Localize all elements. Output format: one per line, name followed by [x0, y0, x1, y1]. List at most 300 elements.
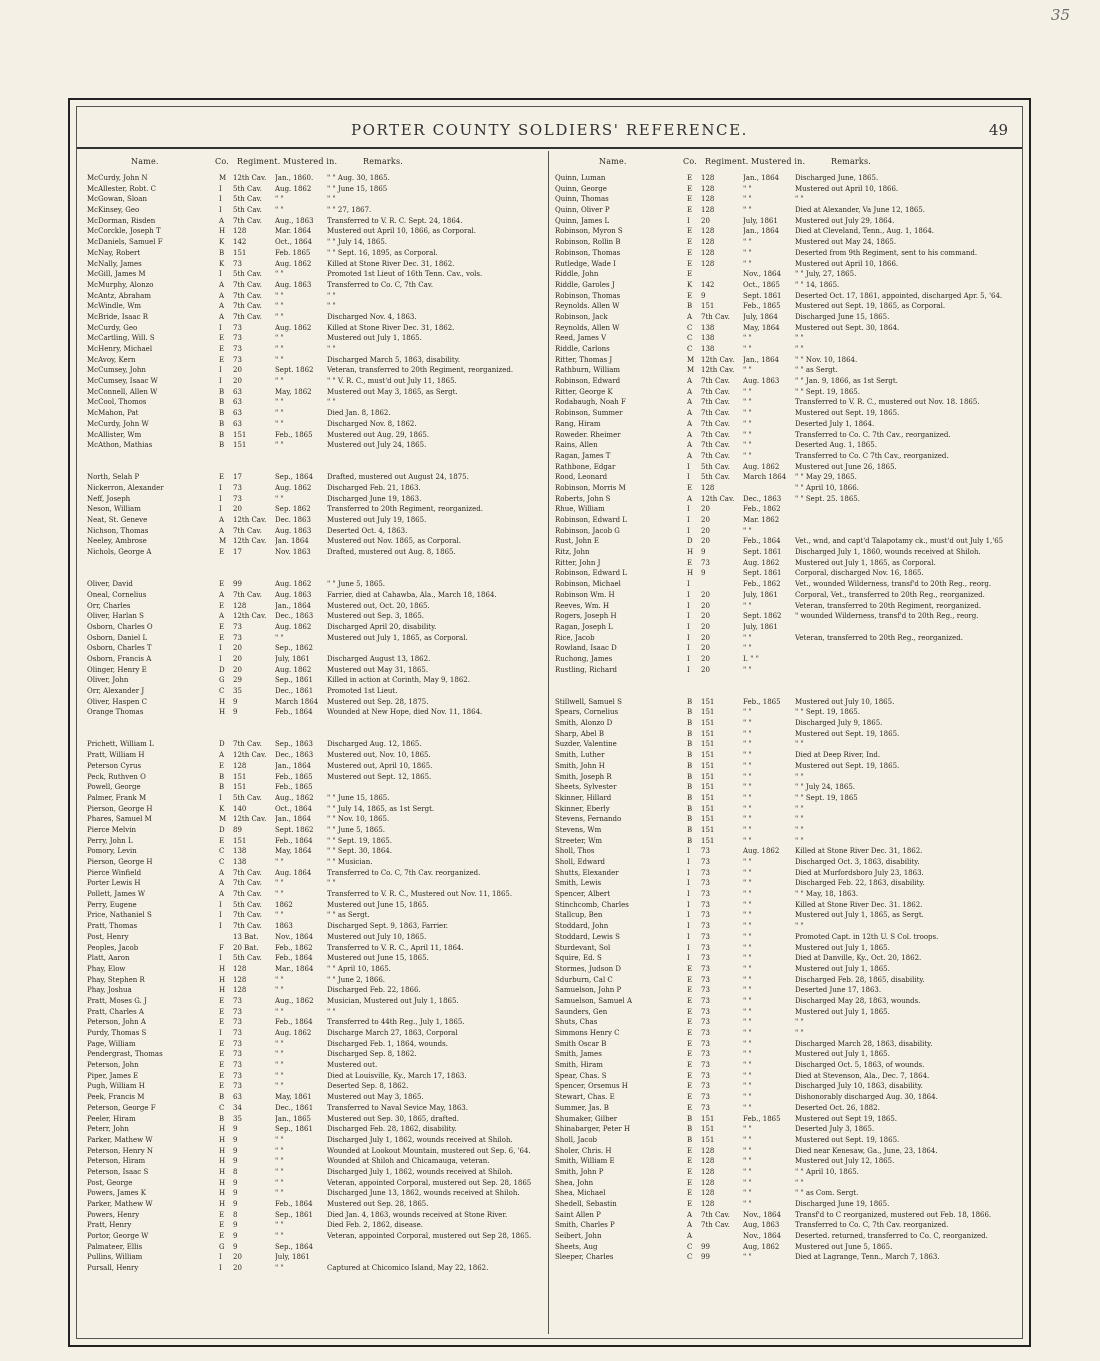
cell-mustered: 1863: [275, 922, 293, 931]
roster-row: [87, 633, 549, 644]
cell-mustered: " ": [275, 334, 284, 343]
roster-row: [555, 558, 1017, 569]
cell-co: A: [687, 1210, 693, 1219]
cell-mustered: " ": [743, 943, 752, 952]
cell-regiment: 20: [233, 1264, 242, 1273]
cell-co: I: [687, 922, 690, 931]
cell-name: Powers, Henry: [87, 1210, 140, 1219]
cell-mustered: " ": [743, 740, 752, 749]
cell-regiment: 99: [233, 580, 242, 589]
cell-mustered: Feb., 1865: [743, 697, 781, 706]
roster-row: [87, 750, 549, 761]
cell-regiment: 73: [233, 334, 242, 343]
cell-co: E: [687, 1007, 693, 1016]
cell-co: E: [687, 259, 693, 268]
cell-name: Peterson, John A: [87, 1018, 146, 1027]
cell-regiment: 9: [233, 1221, 238, 1230]
cell-regiment: 128: [233, 986, 247, 995]
cell-name: Shuts, Chas: [555, 1018, 598, 1027]
cell-regiment: 151: [701, 804, 715, 813]
cell-regiment: 128: [701, 483, 715, 492]
cell-co: H: [219, 975, 226, 984]
cell-regiment: 20: [701, 505, 710, 514]
roster-row: [87, 1124, 549, 1135]
cell-regiment: 151: [233, 430, 247, 439]
cell-mustered: " ": [743, 526, 752, 535]
cell-co: B: [687, 1125, 693, 1134]
cell-name: Smith, John P: [555, 1167, 604, 1176]
cell-regiment: 20: [701, 633, 710, 642]
cell-mustered: " ": [743, 975, 752, 984]
cell-co: B: [687, 1114, 693, 1123]
cell-co: H: [219, 1167, 226, 1176]
cell-co: M: [219, 537, 227, 546]
cell-remarks: Died at Cleveland, Tenn., Aug. 1, 1864.: [795, 227, 934, 236]
cell-mustered: " ": [275, 409, 284, 418]
cell-regiment: 7th Cav.: [701, 387, 730, 396]
cell-remarks: Deserted Oct. 26, 1882.: [795, 1103, 880, 1112]
cell-remarks: Mustered out July 1, 1865, as Sergt.: [795, 911, 924, 920]
cell-remarks: " " June 15, 1865.: [327, 793, 390, 802]
cell-regiment: 142: [701, 280, 715, 289]
page-inner-frame: [76, 106, 1023, 1339]
cell-regiment: 73: [701, 1039, 710, 1048]
cell-co: I: [687, 665, 690, 674]
cell-co: A: [219, 879, 225, 888]
cell-name: McAvoy, Kern: [87, 355, 136, 364]
cell-mustered: [275, 558, 327, 569]
cell-name: McGowan, Sloan: [87, 195, 147, 204]
cell-name: Parker, Mathew W: [87, 1200, 153, 1208]
cell-mustered: " ": [743, 345, 752, 353]
cell-regiment: 73: [701, 996, 710, 1005]
cell-co: I: [687, 868, 690, 877]
cell-regiment: 151: [701, 740, 715, 749]
cell-co: A: [219, 280, 225, 289]
cell-name: Nickerron, Alexander: [87, 483, 164, 492]
roster-row: [555, 1156, 1017, 1167]
cell-remarks: Transferred to Co. C. 7th Cav., reorganized.: [795, 430, 951, 439]
page-title: PORTER COUNTY SOLDIERS' REFERENCE.: [350, 121, 749, 139]
cell-mustered: Oct., 1864: [275, 804, 312, 813]
cell-co: E: [219, 355, 225, 364]
cell-co: E: [687, 1039, 693, 1048]
cell-name: Shumaker, Gilber: [555, 1114, 618, 1123]
cell-remarks: Killed at Stone River Dec. 31, 1862.: [327, 323, 455, 332]
cell-regiment: 73: [233, 996, 242, 1005]
cell-remarks: Mustered out Aug. 29, 1865.: [327, 430, 430, 439]
cell-mustered: 1862: [275, 900, 293, 909]
cell-remarks: Discharged June 15, 1865.: [795, 312, 890, 321]
cell-remarks: " " May 29, 1865.: [795, 473, 857, 482]
cell-co: I: [687, 847, 690, 856]
cell-name: McMahon, Pat: [87, 409, 139, 418]
cell-regiment: 7th Cav.: [233, 868, 262, 877]
cell-mustered: " ": [275, 419, 284, 428]
cell-name: Ritter, George K: [555, 387, 613, 396]
cell-regiment: 63: [233, 419, 242, 428]
roster-row: [87, 729, 549, 740]
roster-row: [87, 1210, 549, 1221]
cell-name: Seibert, John: [555, 1232, 602, 1241]
cell-regiment: 138: [701, 334, 715, 343]
cell-name: Sholer, Chris. H: [555, 1146, 612, 1155]
cell-co: B: [687, 761, 693, 770]
cell-regiment: [233, 462, 275, 473]
cell-name: Stewart, Chas. E: [555, 1093, 615, 1102]
roster-row: [87, 814, 549, 825]
roster-row: [555, 697, 1017, 708]
cell-name: Smith, Joseph R: [555, 772, 612, 781]
cell-co: E: [219, 548, 225, 557]
cell-remarks: [795, 675, 1017, 686]
cell-co: E: [219, 1221, 225, 1230]
cell-regiment: 20: [233, 654, 242, 663]
cell-co: E: [687, 174, 693, 182]
cell-remarks: " " July, 27, 1865.: [795, 270, 857, 279]
cell-co: A: [687, 398, 693, 407]
cell-name: Rathburn, William: [555, 366, 621, 375]
cell-name: Robinson, Summer: [555, 409, 623, 418]
cell-regiment: 73: [701, 1093, 710, 1102]
cell-remarks: " ": [327, 195, 336, 204]
cell-remarks: Drafted, mustered out August 24, 1875.: [327, 473, 469, 482]
cell-regiment: 73: [701, 1103, 710, 1112]
cell-regiment: 128: [701, 174, 715, 182]
roster-row: [555, 226, 1017, 237]
cell-regiment: 8: [233, 1210, 238, 1219]
cell-co: E: [687, 1029, 693, 1037]
cell-mustered: " ": [743, 248, 752, 257]
cell-mustered: Sept. 1862: [275, 825, 314, 834]
roster-row: [87, 590, 549, 601]
cell-mustered: Aug. 1862: [275, 1029, 312, 1037]
cell-name: Peterson, Isaac S: [87, 1167, 149, 1176]
cell-remarks: Drafted, mustered out Aug. 8, 1865.: [327, 548, 456, 557]
cell-remarks: Died at Louisville, Ky., March 17, 1863.: [327, 1071, 467, 1080]
cell-mustered: " ": [743, 441, 752, 450]
cell-name: Smith, John H: [555, 761, 605, 770]
cell-co: I: [687, 900, 690, 909]
cell-regiment: 128: [233, 227, 247, 236]
cell-regiment: 73: [701, 932, 710, 941]
cell-remarks: Discharged Nov. 4, 1863.: [327, 312, 417, 321]
cell-regiment: 5th Cav.: [701, 462, 730, 471]
cell-remarks: Discharged July 9, 1865.: [795, 719, 883, 728]
cell-remarks: " ": [795, 815, 804, 824]
page-corner-number: 35: [1050, 6, 1070, 24]
roster-row: [87, 344, 549, 355]
roster-row: [555, 269, 1017, 280]
cell-regiment: 73: [233, 622, 242, 631]
cell-remarks: Mustered out Sep. 30, 1865, drafted.: [327, 1114, 459, 1123]
roster-row: [555, 718, 1017, 729]
cell-co: [219, 558, 233, 569]
cell-co: E: [219, 1018, 225, 1027]
cell-mustered: " ": [743, 986, 752, 995]
cell-co: M: [219, 174, 227, 182]
cell-regiment: 7th Cav.: [233, 302, 262, 311]
cell-regiment: 9: [233, 1135, 238, 1144]
cell-co: E: [219, 1039, 225, 1048]
roster-row: [87, 804, 549, 815]
cell-mustered: Aug. 1862: [275, 622, 312, 631]
roster-row: [87, 921, 549, 932]
cell-co: H: [219, 964, 226, 973]
roster-row: [555, 462, 1017, 473]
cell-remarks: Discharged Feb. 28, 1862, disability.: [327, 1125, 457, 1134]
cell-regiment: 12th Cav.: [233, 751, 267, 760]
cell-remarks: [795, 654, 1017, 665]
cell-remarks: " " Aug. 30, 1865.: [327, 174, 390, 182]
cell-name: Post, George: [87, 1178, 133, 1187]
cell-remarks: Killed at Stone River Dec. 31, 1862.: [795, 847, 923, 856]
cell-regiment: 7th Cav.: [233, 890, 262, 899]
cell-co: [687, 686, 701, 697]
cell-co: B: [687, 1135, 693, 1144]
cell-name: Phay, Elow: [87, 964, 126, 973]
cell-mustered: Feb., 1865: [275, 430, 313, 439]
cell-mustered: " ": [743, 1029, 752, 1037]
cell-remarks: [327, 462, 549, 473]
roster-row: [87, 889, 549, 900]
roster-row: [87, 836, 549, 847]
cell-regiment: 5th Cav.: [233, 954, 262, 963]
cell-name: Stinchcomb, Charles: [555, 900, 629, 909]
cell-mustered: [275, 451, 327, 462]
cell-remarks: Mustered out Sep. 28, 1875.: [327, 697, 429, 706]
cell-name: Oneal, Cornelius: [87, 590, 147, 599]
cell-co: C: [687, 1242, 693, 1251]
cell-mustered: Aug. 1862: [743, 558, 780, 567]
roster-row: [87, 1114, 549, 1125]
cell-remarks: Discharged Oct. 5, 1863, of wounds.: [795, 1061, 925, 1070]
cell-regiment: 151: [233, 441, 247, 450]
cell-name: Riddle, John: [555, 270, 599, 279]
cell-remarks: " " 27, 1867.: [327, 206, 372, 215]
cell-mustered: May, 1864: [275, 847, 312, 856]
cell-name: Peck, Ruthven O: [87, 772, 146, 781]
cell-co: B: [687, 825, 693, 834]
cell-remarks: Corporal, discharged Nov. 16, 1865.: [795, 569, 924, 578]
roster-row: [555, 1146, 1017, 1157]
cell-regiment: 5th Cav.: [701, 473, 730, 482]
roster-row: [87, 312, 549, 323]
cell-remarks: Deserted June 17, 1863.: [795, 986, 882, 995]
cell-name: Robinson, Michael: [555, 580, 621, 589]
cell-co: [219, 451, 233, 462]
roster-row: [87, 1007, 549, 1018]
cell-remarks: Died Jan. 4, 1863, wounds received at Stone River.: [327, 1210, 508, 1219]
roster-row: [87, 1081, 549, 1092]
cell-mustered: " ": [275, 1189, 284, 1198]
roster-row: [87, 1220, 549, 1231]
roster-row: [555, 472, 1017, 483]
cell-regiment: 20: [233, 366, 242, 375]
cell-regiment: 73: [233, 1061, 242, 1070]
cell-mustered: " ": [275, 206, 284, 215]
cell-remarks: Mustered out, Nov. 10, 1865.: [327, 751, 431, 760]
cell-mustered: Feb., 1862: [275, 943, 313, 952]
cell-regiment: 89: [233, 825, 242, 834]
cell-regiment: 63: [233, 409, 242, 418]
cell-mustered: " ": [743, 238, 752, 247]
cell-mustered: " ": [275, 345, 284, 353]
roster-row: [87, 1135, 549, 1146]
cell-mustered: July, 1861: [743, 622, 778, 631]
roster-row: [555, 430, 1017, 441]
cell-remarks: Dishonorably discharged Aug. 30, 1864.: [795, 1093, 938, 1102]
cell-mustered: " ": [743, 922, 752, 931]
cell-remarks: Mustered out July 10, 1865.: [795, 697, 895, 706]
cell-remarks: Mustered out Sept. 30, 1864.: [795, 323, 900, 332]
cell-name: McDaniels, Samuel F: [87, 238, 163, 247]
cell-remarks: " ": [795, 922, 804, 931]
cell-remarks: Mustered out Sept. 19, 1865, as Corporal.: [795, 302, 946, 311]
cell-name: Saint Allen P: [555, 1210, 601, 1219]
cell-co: M: [687, 355, 695, 364]
cell-name: Palmateer, Ellis: [87, 1242, 143, 1251]
cell-name: Peterr, John: [87, 1125, 129, 1134]
cell-regiment: 128: [701, 1178, 715, 1187]
cell-mustered: " ": [275, 1221, 284, 1230]
cell-co: B: [687, 719, 693, 728]
cell-name: Neeley, Ambrose: [87, 537, 147, 546]
roster-row: [87, 846, 549, 857]
roster-row: [87, 985, 549, 996]
cell-mustered: Jan., 1860.: [275, 174, 314, 182]
roster-row: [87, 387, 549, 398]
cell-remarks: Farrier, died at Cahawba, Ala., March 18, 1864.: [327, 590, 497, 599]
cell-co: F: [219, 943, 224, 952]
cell-remarks: " ": [327, 1007, 336, 1016]
cell-regiment: 7th Cav.: [233, 740, 262, 749]
cell-name: Pratt, William H: [87, 751, 145, 760]
roster-row: [555, 921, 1017, 932]
cell-co: H: [219, 1200, 226, 1208]
cell-co: D: [219, 825, 225, 834]
cell-co: K: [219, 259, 225, 268]
col-header-co: Co.: [683, 157, 697, 166]
roster-row: [87, 665, 549, 676]
cell-remarks: " " Nov. 10, 1865.: [327, 815, 390, 824]
roster-row: [87, 686, 549, 697]
cell-mustered: " ": [275, 377, 284, 386]
cell-remarks: Discharged June 13, 1862, wounds received at Shiloh.: [327, 1189, 520, 1198]
cell-regiment: 9: [701, 291, 706, 300]
cell-mustered: " ": [743, 1253, 752, 1262]
cell-co: I: [687, 216, 690, 225]
cell-co: A: [687, 409, 693, 418]
cell-co: K: [219, 238, 225, 247]
cell-mustered: " ": [743, 772, 752, 781]
cell-remarks: [327, 558, 549, 569]
cell-co: E: [687, 1157, 693, 1166]
roster-row: [555, 579, 1017, 590]
cell-co: E: [219, 633, 225, 642]
cell-regiment: 9: [233, 708, 238, 717]
cell-regiment: 12th Cav.: [233, 537, 267, 546]
cell-co: I: [687, 612, 690, 621]
cell-regiment: 128: [701, 1146, 715, 1155]
roster-row: [555, 451, 1017, 462]
cell-co: E: [687, 1082, 693, 1091]
cell-name: Quinn, James L: [555, 216, 610, 225]
cell-name: Peterson, George F: [87, 1103, 156, 1112]
cell-mustered: " ": [743, 761, 752, 770]
cell-remarks: Corporal, Vet., transferred to 20th Reg., reorganized.: [795, 590, 985, 599]
cell-regiment: 73: [701, 1050, 710, 1059]
cell-mustered: Feb., 1864: [743, 537, 781, 546]
cell-mustered: " ": [743, 195, 752, 204]
cell-remarks: Promoted 1st Lieut of 16th Tenn. Cav., vols.: [327, 270, 483, 279]
roster-row: [555, 707, 1017, 718]
cell-regiment: 128: [233, 601, 247, 610]
cell-co: I: [219, 900, 222, 909]
roster-row: [87, 739, 549, 750]
cell-remarks: " " Jan. 9, 1866, as 1st Sergt.: [795, 377, 898, 386]
cell-remarks: [795, 665, 1017, 676]
roster-row: [87, 857, 549, 868]
cell-regiment: 20: [701, 590, 710, 599]
cell-co: A: [687, 419, 693, 428]
cell-mustered: " ": [275, 858, 284, 866]
cell-co: A: [687, 377, 693, 386]
cell-name: McAllester, Robt. C: [87, 184, 156, 193]
cell-regiment: 5th Cav.: [233, 206, 262, 215]
cell-name: Oliver, Harlan S: [87, 612, 144, 621]
roster-row: [87, 419, 549, 430]
cell-name: Quinn, Oliver P: [555, 206, 610, 215]
cell-regiment: 128: [701, 1157, 715, 1166]
roster-row: [555, 237, 1017, 248]
cell-mustered: Sep., 1862: [275, 644, 313, 653]
cell-remarks: Wounded at Shiloh and Chicamauga, veteran.: [327, 1157, 490, 1166]
cell-name: McCurdy, Geo: [87, 323, 138, 332]
cell-co: I: [687, 505, 690, 514]
cell-name: Shinabarger, Peter H: [555, 1125, 631, 1134]
cell-name: Peek, Francis M: [87, 1093, 145, 1102]
cell-mustered: Mar. 1862: [743, 516, 780, 524]
cell-remarks: Veteran, transferred to 20th Regiment, reorganized.: [327, 366, 514, 375]
roster-row: [87, 622, 549, 633]
cell-regiment: 7th Cav.: [701, 419, 730, 428]
cell-regiment: 20: [701, 654, 710, 663]
cell-name: Riddle, Garoles J: [555, 280, 615, 289]
cell-remarks: [795, 686, 1017, 697]
cell-co: I: [219, 206, 222, 215]
cell-mustered: " ": [743, 879, 752, 888]
cell-regiment: 73: [233, 1039, 242, 1048]
cell-regiment: 9: [233, 1232, 238, 1241]
cell-co: B: [687, 708, 693, 717]
cell-co: E: [687, 1103, 693, 1112]
cell-mustered: " ": [743, 419, 752, 428]
cell-regiment: 73: [233, 1018, 242, 1027]
roster-row: [87, 173, 549, 184]
cell-name: Ritz, John: [555, 548, 590, 557]
cell-regiment: 73: [701, 1082, 710, 1091]
roster-row: [87, 868, 549, 879]
cell-name: Rutledge, Wade I: [555, 259, 616, 268]
roster-row: [87, 194, 549, 205]
cell-name: [87, 718, 219, 729]
cell-regiment: 151: [701, 751, 715, 760]
cell-mustered: Nov. 1863: [275, 548, 311, 557]
cell-co: I: [687, 526, 690, 535]
cell-remarks: Mustered out May 3, 1865.: [327, 1093, 424, 1102]
cell-regiment: 7th Cav.: [701, 377, 730, 386]
